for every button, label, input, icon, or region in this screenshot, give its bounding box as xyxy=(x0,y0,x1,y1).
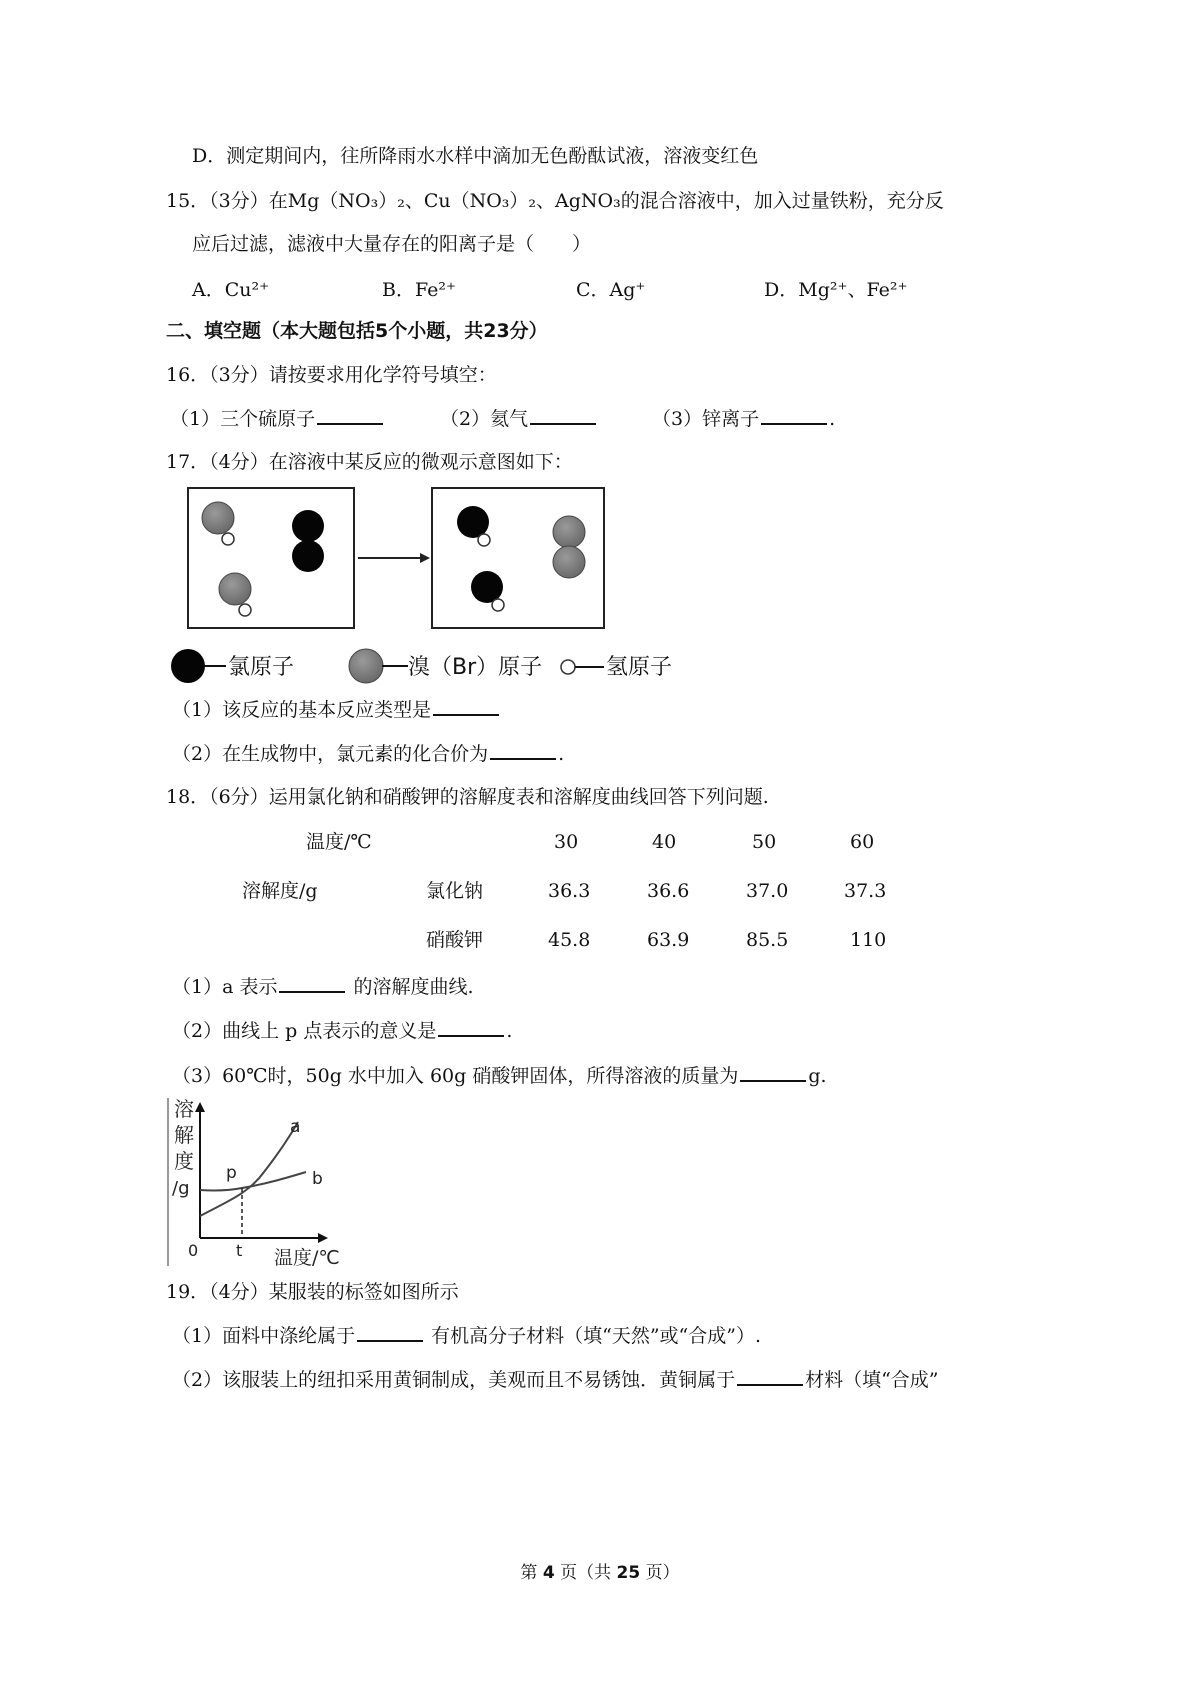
q18-part3-end: g. xyxy=(808,1065,827,1087)
legend-chlorine-icon xyxy=(168,648,228,688)
q16-part2-label: （2）氦气 xyxy=(440,408,529,430)
table-sol-label: 溶解度/g xyxy=(242,880,318,902)
hydrogen-atom xyxy=(478,534,490,546)
solubility-graph xyxy=(166,1094,366,1270)
table-row-name: 硝酸钾 xyxy=(426,929,484,951)
p-point-label: p xyxy=(226,1163,237,1183)
q16-part3 xyxy=(652,405,835,432)
q19-stem: 19．（4分）某服装的标签如图所示 xyxy=(166,1281,459,1303)
chlorine-atom xyxy=(292,540,324,572)
q16-part1-blank xyxy=(317,405,383,425)
q19-part1-tail: 有机高分子材料（填“天然”或“合成”）. xyxy=(425,1325,762,1347)
bromine-atom xyxy=(219,573,251,605)
hydrogen-atom xyxy=(492,599,504,611)
curve-b xyxy=(200,1172,306,1190)
q18-part2-label: （2）曲线上 p 点表示的意义是 xyxy=(172,1020,437,1042)
table-temp-40: 40 xyxy=(652,831,677,853)
q18-stem: 18．（6分）运用氯化钠和硝酸钾的溶解度表和溶解度曲线回答下列问题. xyxy=(166,786,769,808)
q17-part2 xyxy=(172,740,564,767)
q19-part2-blank xyxy=(737,1366,803,1386)
t-label: t xyxy=(236,1241,243,1260)
q18-part3-blank xyxy=(740,1062,806,1082)
table-cell: 110 xyxy=(850,929,887,951)
ylabel-char: /g xyxy=(172,1178,190,1199)
ylabel-char: 度 xyxy=(174,1149,194,1173)
q17-part1-blank xyxy=(433,696,499,716)
table-cell: 37.0 xyxy=(746,880,789,902)
q14-option-d: D．测定期间内，往所降雨水水样中滴加无色酚酞试液，溶液变红色 xyxy=(192,145,759,167)
q17-part2-label: （2）在生成物中，氯元素的化合价为 xyxy=(172,743,489,765)
q18-part2-blank xyxy=(438,1017,504,1037)
q16-end: . xyxy=(829,408,836,430)
page-footer xyxy=(0,1558,1200,1583)
q18-part1-label: （1）a 表示 xyxy=(172,976,278,998)
chlorine-atom xyxy=(457,506,489,538)
q16-part2 xyxy=(440,405,598,432)
q19-part1-blank xyxy=(357,1322,423,1342)
q15-option-c: C．Ag⁺ xyxy=(576,279,646,301)
q17-stem: 17．（4分）在溶液中某反应的微观示意图如下： xyxy=(166,451,573,473)
footer-page-number: 4 xyxy=(542,1563,555,1583)
q16-part1 xyxy=(170,405,385,432)
bromine-atom xyxy=(553,516,585,548)
table-cell: 37.3 xyxy=(844,880,887,902)
q16-part3-blank xyxy=(761,405,827,425)
y-axis-arrow-icon xyxy=(195,1102,205,1112)
footer-total-pages: 25 xyxy=(616,1563,641,1583)
arrow-head-icon xyxy=(420,553,430,563)
chlorine-atom xyxy=(471,571,503,603)
legend-hydrogen-icon xyxy=(558,656,608,680)
q17-part2-end: . xyxy=(558,743,565,765)
section-2-title: 二、填空题（本大题包括5个小题，共23分） xyxy=(166,320,548,342)
q15-option-a: A．Cu²⁺ xyxy=(192,279,270,301)
origin-label: 0 xyxy=(188,1241,199,1260)
ylabel-char: 溶 xyxy=(174,1097,194,1121)
q19-part1-label: （1）面料中涤纶属于 xyxy=(172,1325,356,1347)
q18-part1-tail: 的溶解度曲线. xyxy=(347,976,474,998)
curve-a-label: a xyxy=(290,1117,301,1137)
curve-b-label: b xyxy=(312,1169,323,1189)
q19-part1 xyxy=(172,1322,761,1349)
footer-prefix: 第 xyxy=(520,1563,538,1583)
q16-part3-label: （3）锌离子 xyxy=(652,408,760,430)
q18-part3 xyxy=(172,1062,827,1089)
q17-part1-label: （1）该反应的基本反应类型是 xyxy=(172,699,432,721)
legend-hydrogen-label: 氢原子 xyxy=(606,655,673,680)
bromine-atom xyxy=(202,502,234,534)
chlorine-atom xyxy=(292,510,324,542)
curve-a xyxy=(200,1122,298,1216)
q16-stem: 16．（3分）请按要求用化学符号填空： xyxy=(166,364,497,386)
q16-part1-label: （1）三个硫原子 xyxy=(170,408,316,430)
q18-part3-label: （3）60℃时，50g 水中加入 60g 硝酸钾固体，所得溶液的质量为 xyxy=(172,1065,739,1087)
table-row-name: 氯化钠 xyxy=(426,880,484,902)
q19-part2-tail: 材料（填“合成” xyxy=(805,1369,939,1391)
q16-part2-blank xyxy=(530,405,596,425)
x-axis-arrow-icon xyxy=(318,1233,328,1243)
reaction-diagram xyxy=(180,484,610,634)
q19-part2 xyxy=(172,1366,939,1393)
q15-stem-line2: 应后过滤，滤液中大量存在的阳离子是（ ） xyxy=(192,233,592,255)
q15-option-d: D．Mg²⁺、Fe²⁺ xyxy=(764,279,908,301)
ylabel-char: 解 xyxy=(174,1123,194,1147)
q17-part2-blank xyxy=(490,740,556,760)
table-cell: 85.5 xyxy=(746,929,789,951)
footer-mid: 页（共 xyxy=(560,1563,612,1583)
q17-part1 xyxy=(172,696,501,723)
table-cell: 36.3 xyxy=(548,880,591,902)
table-cell: 45.8 xyxy=(548,929,591,951)
table-temp-30: 30 xyxy=(554,831,579,853)
q18-part1-blank xyxy=(279,973,345,993)
footer-suffix: 页） xyxy=(645,1563,680,1583)
bromine-atom xyxy=(553,546,585,578)
q18-part1 xyxy=(172,973,474,1000)
q15-stem-line1: 15．（3分）在Mg（NO₃）₂、Cu（NO₃）₂、AgNO₃的混合溶液中，加入过量铁粉，充分反 xyxy=(166,190,944,212)
table-cell: 63.9 xyxy=(647,929,690,951)
hydrogen-atom xyxy=(239,604,251,616)
legend-bromine-icon xyxy=(346,648,410,688)
table-temp-50: 50 xyxy=(752,831,777,853)
legend-bromine-label: 溴（Br）原子 xyxy=(408,655,543,680)
q18-part2-end: . xyxy=(506,1020,513,1042)
table-cell: 36.6 xyxy=(647,880,690,902)
hydrogen-atom xyxy=(222,533,234,545)
q15-option-b: B．Fe²⁺ xyxy=(382,279,456,301)
xlabel: 温度/℃ xyxy=(274,1247,340,1269)
legend-chlorine-label: 氯原子 xyxy=(228,655,295,680)
table-temp-60: 60 xyxy=(850,831,875,853)
q19-part2-label: （2）该服装上的纽扣采用黄铜制成，美观而且不易锈蚀．黄铜属于 xyxy=(172,1369,736,1391)
q18-part2 xyxy=(172,1017,512,1044)
table-temp-label: 温度/℃ xyxy=(306,831,372,853)
